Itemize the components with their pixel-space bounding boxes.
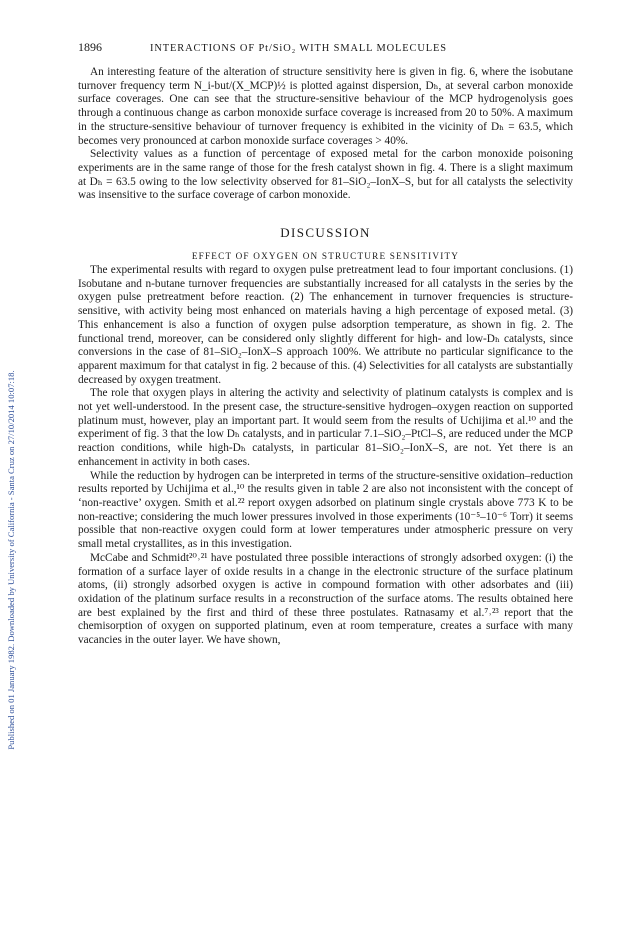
paragraph: McCabe and Schmidt²⁰˒²¹ have postulated three possible interactions of strongly adsorbed oxygen: (i) the formation of a surface layer of oxide results in a change in the electronic structure of the surface platinum atoms, (ii) strongly adsorbed oxygen is active in compound formation with other adsorbates and (iii) oxidation of the platinum surface results in a reconstruction of the surface atoms. The results obtained here are best explained by the first and third of these three postulates. Ratnasamy et al.⁷˒²³ report that the chemisorption of oxygen on supported platinum, even at room temperature, creates a surface with many vacancies in the outer layer. We have shown, <box>78 551 573 647</box>
subsection-heading: EFFECT OF OXYGEN ON STRUCTURE SENSITIVITY <box>191 251 460 262</box>
download-notice <box>4 300 18 820</box>
page-number: 1896 <box>78 40 102 54</box>
section-heading: DISCUSSION <box>280 225 371 241</box>
download-notice-text: Published on 01 January 1982. Downloaded by University of California - Santa Cruz on 27/10/2014 10:07:18. <box>6 370 16 750</box>
paragraph: While the reduction by hydrogen can be interpreted in terms of the structure-sensitive oxidation–reduction results reported by Uchijima et al.,¹⁰ the results given in table 2 are also not inconsistent with the concept of ‘non-reactive’ oxygen. Smith et al.²² report oxygen adsorbed on platinum single crystals above 773 K to be non-reactive; considering the much lower pressures involved in those experiments (10⁻⁵–10⁻⁶ Torr) it seems possible that non-reactive oxygen could form at lower temperatures under atmospheric pressure on very small metal crystallites, as in this investigation. <box>78 469 573 551</box>
results-text <box>78 66 573 203</box>
paragraph: An interesting feature of the alteration of structure sensitivity here is given in fig. 6, where the isobutane turnover frequency term N_i-but/(X_MCP)½ is plotted against dispersion, Dₕ, at several carbon monoxide surface coverages. One can see that the structure-sensitive behaviour of the MCP hydrogenolysis goes through a continuous change as carbon monoxide surface coverage is increased from 20 to 50%. A maximum in the structure-sensitive behaviour of turnover frequency is exhibited in the vicinity of Dₕ = 63.5, which becomes very pronounced at carbon monoxide surface coverages > 40%. <box>78 66 573 147</box>
running-title: INTERACTIONS OF Pt/SiO₂ WITH SMALL MOLECULES <box>150 43 447 54</box>
discussion-text <box>78 264 573 648</box>
paragraph: Selectivity values as a function of percentage of exposed metal for the carbon monoxide poisoning experiments are in the same range of those for the fresh catalyst shown in fig. 4. There is a slight maximum at Dₕ = 63.5 owing to the low selectivity observed for 81–SiO₂–IonX–S, but for all catalysts the selectivity was insensitive to the surface coverage of carbon monoxide. <box>78 148 573 202</box>
paragraph: The role that oxygen plays in altering the activity and selectivity of platinum catalysts is complex and is not yet well-understood. In the present case, the structure-sensitive hydrogen–oxygen reaction on supported platinum must, however, play an important part. It would seem from the results of Uchijima et al.¹⁰ and the experiment of fig. 3 that the low Dₕ catalysts, and in particular 7.1–SiO₂–PtCl–S, are reduced under the MCP reaction conditions, while high-Dₕ catalysts, in particular 81–SiO₂–IonX–S, are not. Yet there is an enhancement in activity in both cases. <box>78 387 573 468</box>
paragraph: The experimental results with regard to oxygen pulse pretreatment lead to four important conclusions. (1) Isobutane and n-butane turnover frequencies are substantially increased for all catalysts in the series by the oxygen pulse pretreatment before reaction. (2) The enhancement in turnover frequencies is structure-sensitive, with activity being most enhanced on materials having a high percentage of exposed metal. (3) This enhancement is also a function of oxygen pulse adsorption temperature, as shown in fig. 2. The functional trend, moreover, can be considered only slightly different for high- and low-Dₕ catalysts, since conversions in the case of 81–SiO₂–IonX–S approach 100%. We attribute no particular significance to the apparent maximum for that catalyst in fig. 2 because of this. (4) Selectivities for all catalysts are substantially decreased by oxygen treatment. <box>78 264 573 386</box>
journal-page <box>78 40 573 648</box>
page-header <box>78 40 573 58</box>
